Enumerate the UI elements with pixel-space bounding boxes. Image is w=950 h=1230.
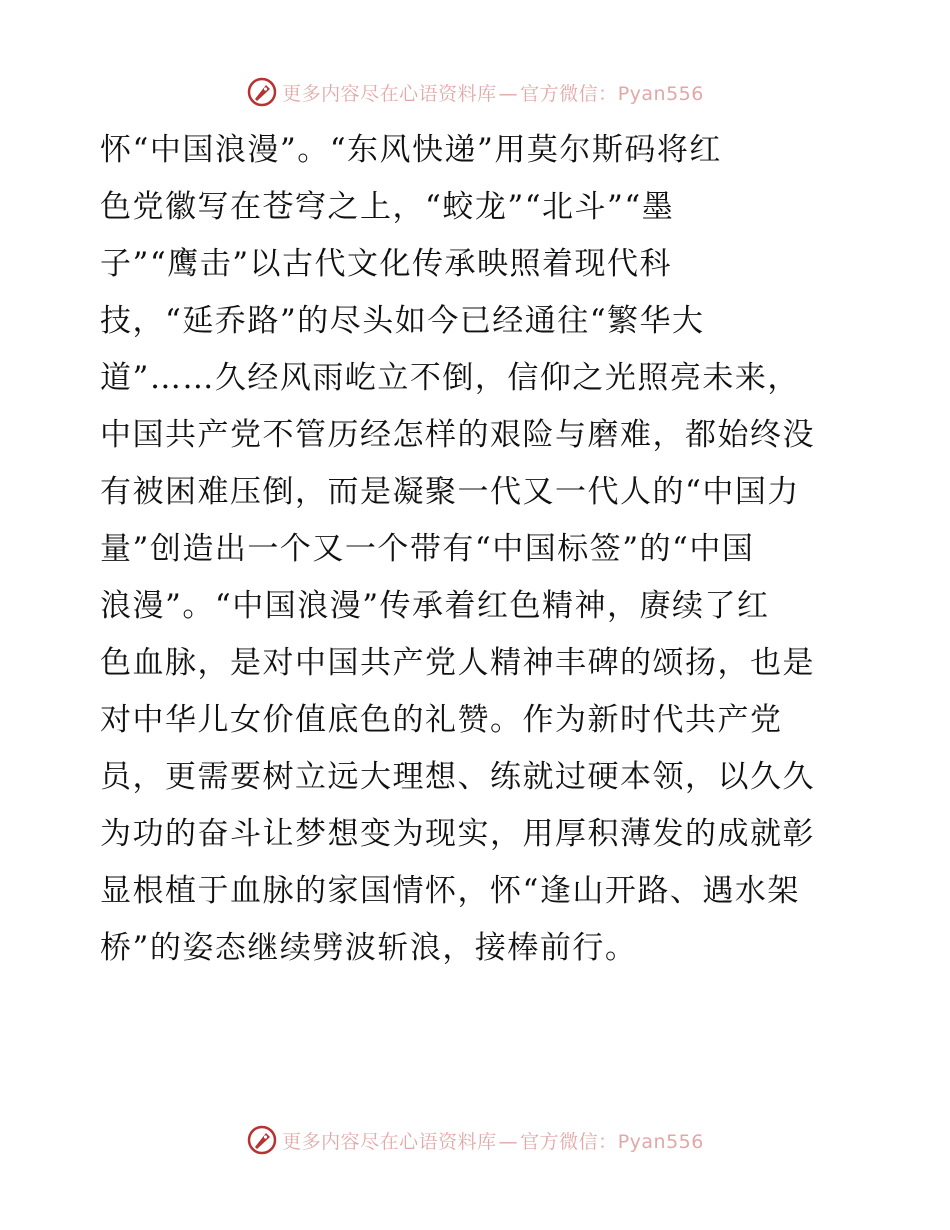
watermark-text xyxy=(282,1127,704,1154)
text-line: 道”……久经风雨屹立不倒，信仰之光照亮未来， xyxy=(100,360,800,396)
pen-nib-logo-icon xyxy=(246,1124,278,1156)
text-line: 怀“中国浪漫”。“东风快递”用莫尔斯码将红 xyxy=(100,132,722,168)
text-line: 员，更需要树立远大理想、练就过硬本领，以久久 xyxy=(100,759,815,795)
text-line: 子”“鹰击”以古代文化传承映照着现代科 xyxy=(100,246,673,282)
pen-nib-logo-icon xyxy=(246,76,278,108)
text-line: 有被困难压倒，而是凝聚一代又一代人的“中国力 xyxy=(100,474,800,510)
watermark-dash: — xyxy=(498,82,519,105)
watermark-site-name: 更多内容尽在心语资料库 xyxy=(282,82,497,105)
text-line: 色血脉，是对中国共产党人精神丰碑的颂扬，也是 xyxy=(100,645,815,681)
watermark-wechat-id: Pyan556 xyxy=(617,82,704,105)
watermark-text xyxy=(282,79,704,106)
watermark-wechat-label: 官方微信： xyxy=(520,82,618,105)
text-line: 显根植于血脉的家国情怀，怀“逢山开路、遇水架 xyxy=(100,873,800,909)
text-line: 色党徽写在苍穹之上，“蛟龙”“北斗”“墨 xyxy=(100,189,675,225)
text-line: 量”创造出一个又一个带有“中国标签”的“中国 xyxy=(100,531,755,567)
page-footer xyxy=(0,1120,950,1160)
watermark-site-name: 更多内容尽在心语资料库 xyxy=(282,1130,497,1153)
watermark-wechat-label: 官方微信： xyxy=(520,1130,618,1153)
watermark-dash: — xyxy=(498,1130,519,1153)
text-line: 浪漫”。“中国浪漫”传承着红色精神，赓续了红 xyxy=(100,588,770,624)
article-body xyxy=(100,122,850,977)
page-header xyxy=(0,72,950,112)
text-line: 技，“延乔路”的尽头如今已经通往“繁华大 xyxy=(100,303,705,339)
text-line: 中国共产党不管历经怎样的艰险与磨难，都始终没 xyxy=(100,417,815,453)
watermark-wechat-id: Pyan556 xyxy=(617,1130,704,1153)
text-line: 对中华儿女价值底色的礼赞。作为新时代共产党 xyxy=(100,702,783,738)
text-line: 桥”的姿态继续劈波斩浪，接棒前行。 xyxy=(100,930,638,966)
text-line: 为功的奋斗让梦想变为现实，用厚积薄发的成就彰 xyxy=(100,816,815,852)
